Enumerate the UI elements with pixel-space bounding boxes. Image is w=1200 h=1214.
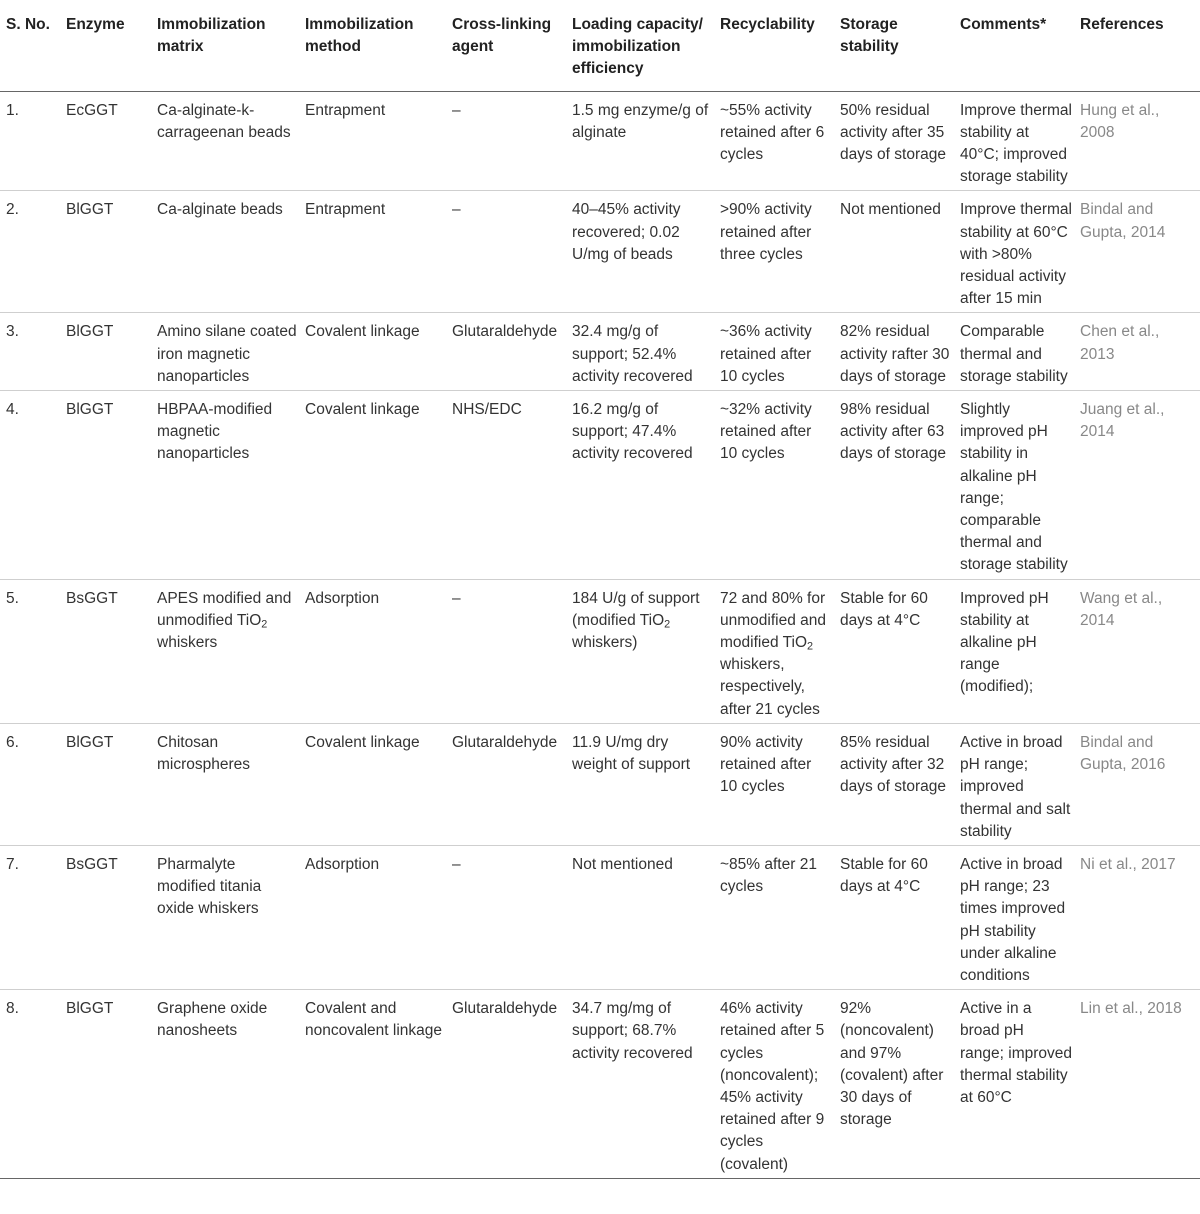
cell-loading: 16.2 mg/g of support; 47.4% activity recovered [568,391,716,580]
cell-agent: Glutaraldehyde [448,990,568,1179]
table-row [0,723,1200,845]
cell-storage: 92% (noncovalent) and 97% (covalent) after 30 days of storage [836,990,956,1179]
cell-matrix: Pharmalyte modified titania oxide whiskers [153,845,301,989]
cell-reference: Lin et al., 2018 [1076,990,1200,1179]
cell-method: Covalent linkage [301,723,448,845]
cell-agent: Glutaraldehyde [448,723,568,845]
cell-recyclability: 46% activity retained after 5 cycles (noncovalent); 45% activity retained after 9 cycles (covalent) [716,990,836,1179]
cell-enzyme: BlGGT [62,191,153,313]
cell-agent: – [448,845,568,989]
subscript: 2 [664,618,671,631]
cell-method: Entrapment [301,191,448,313]
cell-comments: Slightly improved pH stability in alkaline pH range; comparable thermal and storage stability [956,391,1076,580]
cell-storage: 85% residual activity after 32 days of storage [836,723,956,845]
cell-sno: 3. [0,313,62,391]
cell-reference: Chen et al., 2013 [1076,313,1200,391]
cell-sno: 4. [0,391,62,580]
cell-matrix: HBPAA-modified magnetic nanoparticles [153,391,301,580]
header-matrix: Immobilization matrix [153,0,301,91]
cell-sno: 1. [0,91,62,191]
cell-storage: 82% residual activity rafter 30 days of storage [836,313,956,391]
header-loading: Loading capacity/ immobilization efficiency [568,0,716,91]
cell-sno: 7. [0,845,62,989]
cell-agent: – [448,579,568,723]
cell-comments: Active in broad pH range; improved thermal and salt stability [956,723,1076,845]
cell-reference: Bindal and Gupta, 2014 [1076,191,1200,313]
cell-recyclability: 90% activity retained after 10 cycles [716,723,836,845]
cell-text: 72 and 80% for unmodified and modified TiO [720,589,826,652]
cell-method: Covalent linkage [301,391,448,580]
table-row [0,990,1200,1179]
cell-loading: 40–45% activity recovered; 0.02 U/mg of beads [568,191,716,313]
cell-reference: Wang et al., 2014 [1076,579,1200,723]
cell-agent: – [448,91,568,191]
subscript: 2 [807,640,814,653]
table-row [0,191,1200,313]
cell-enzyme: BlGGT [62,313,153,391]
cell-comments: Comparable thermal and storage stability [956,313,1076,391]
table-row [0,845,1200,989]
cell-agent: NHS/EDC [448,391,568,580]
table-row [0,313,1200,391]
cell-recyclability [716,579,836,723]
header-agent: Cross-linking agent [448,0,568,91]
cell-enzyme: BlGGT [62,391,153,580]
table-row [0,391,1200,580]
cell-comments: Improve thermal stability at 40°C; improved storage stability [956,91,1076,191]
cell-recyclability: ~85% after 21 cycles [716,845,836,989]
cell-reference: Ni et al., 2017 [1076,845,1200,989]
cell-matrix: Chitosan microspheres [153,723,301,845]
cell-recyclability: >90% activity retained after three cycles [716,191,836,313]
cell-sno: 6. [0,723,62,845]
cell-loading: Not mentioned [568,845,716,989]
header-recyclability: Recyclability [716,0,836,91]
header-storage: Storage stability [836,0,956,91]
cell-loading [568,579,716,723]
header-sno: S. No. [0,0,62,91]
table-row [0,579,1200,723]
header-row [0,0,1200,91]
cell-enzyme: BsGGT [62,579,153,723]
cell-sno: 2. [0,191,62,313]
cell-recyclability: ~32% activity retained after 10 cycles [716,391,836,580]
table-header [0,0,1200,91]
header-references: References [1076,0,1200,91]
cell-matrix: Graphene oxide nanosheets [153,990,301,1179]
cell-sno: 8. [0,990,62,1179]
cell-text: whiskers [157,634,218,652]
cell-comments: Active in a broad pH range; improved thermal stability at 60°C [956,990,1076,1179]
cell-matrix: Amino silane coated iron magnetic nanoparticles [153,313,301,391]
cell-storage: Stable for 60 days at 4°C [836,579,956,723]
cell-storage: 98% residual activity after 63 days of storage [836,391,956,580]
table-body [0,91,1200,1178]
cell-text: 184 U/g of support (modified TiO [572,589,700,629]
cell-agent: Glutaraldehyde [448,313,568,391]
cell-method: Adsorption [301,845,448,989]
cell-loading: 11.9 U/mg dry weight of support [568,723,716,845]
header-comments: Comments* [956,0,1076,91]
subscript: 2 [261,618,268,631]
cell-text: APES modified and unmodified TiO [157,589,292,629]
cell-reference: Bindal and Gupta, 2016 [1076,723,1200,845]
cell-loading: 34.7 mg/mg of support; 68.7% activity recovered [568,990,716,1179]
cell-method: Covalent and noncovalent linkage [301,990,448,1179]
cell-loading: 32.4 mg/g of support; 52.4% activity recovered [568,313,716,391]
cell-loading: 1.5 mg enzyme/g of alginate [568,91,716,191]
cell-method: Covalent linkage [301,313,448,391]
cell-matrix: Ca-alginate-k-carrageenan beads [153,91,301,191]
cell-method: Entrapment [301,91,448,191]
cell-enzyme: BsGGT [62,845,153,989]
header-method: Immobilization method [301,0,448,91]
cell-matrix [153,579,301,723]
cell-enzyme: EcGGT [62,91,153,191]
cell-text: whiskers) [572,634,638,652]
cell-comments: Improved pH stability at alkaline pH range (modified); [956,579,1076,723]
cell-sno: 5. [0,579,62,723]
cell-text: whiskers, respectively, after 21 cycles [720,656,820,718]
cell-matrix: Ca-alginate beads [153,191,301,313]
cell-recyclability: ~36% activity retained after 10 cycles [716,313,836,391]
cell-enzyme: BlGGT [62,990,153,1179]
cell-comments: Improve thermal stability at 60°C with >80% residual activity after 15 min [956,191,1076,313]
cell-enzyme: BlGGT [62,723,153,845]
cell-agent: – [448,191,568,313]
header-enzyme: Enzyme [62,0,153,91]
cell-comments: Active in broad pH range; 23 times improved pH stability under alkaline conditions [956,845,1076,989]
cell-reference: Juang et al., 2014 [1076,391,1200,580]
cell-storage: Not mentioned [836,191,956,313]
table-row [0,91,1200,191]
cell-recyclability: ~55% activity retained after 6 cycles [716,91,836,191]
cell-method: Adsorption [301,579,448,723]
cell-storage: Stable for 60 days at 4°C [836,845,956,989]
cell-storage: 50% residual activity after 35 days of storage [836,91,956,191]
cell-reference: Hung et al., 2008 [1076,91,1200,191]
